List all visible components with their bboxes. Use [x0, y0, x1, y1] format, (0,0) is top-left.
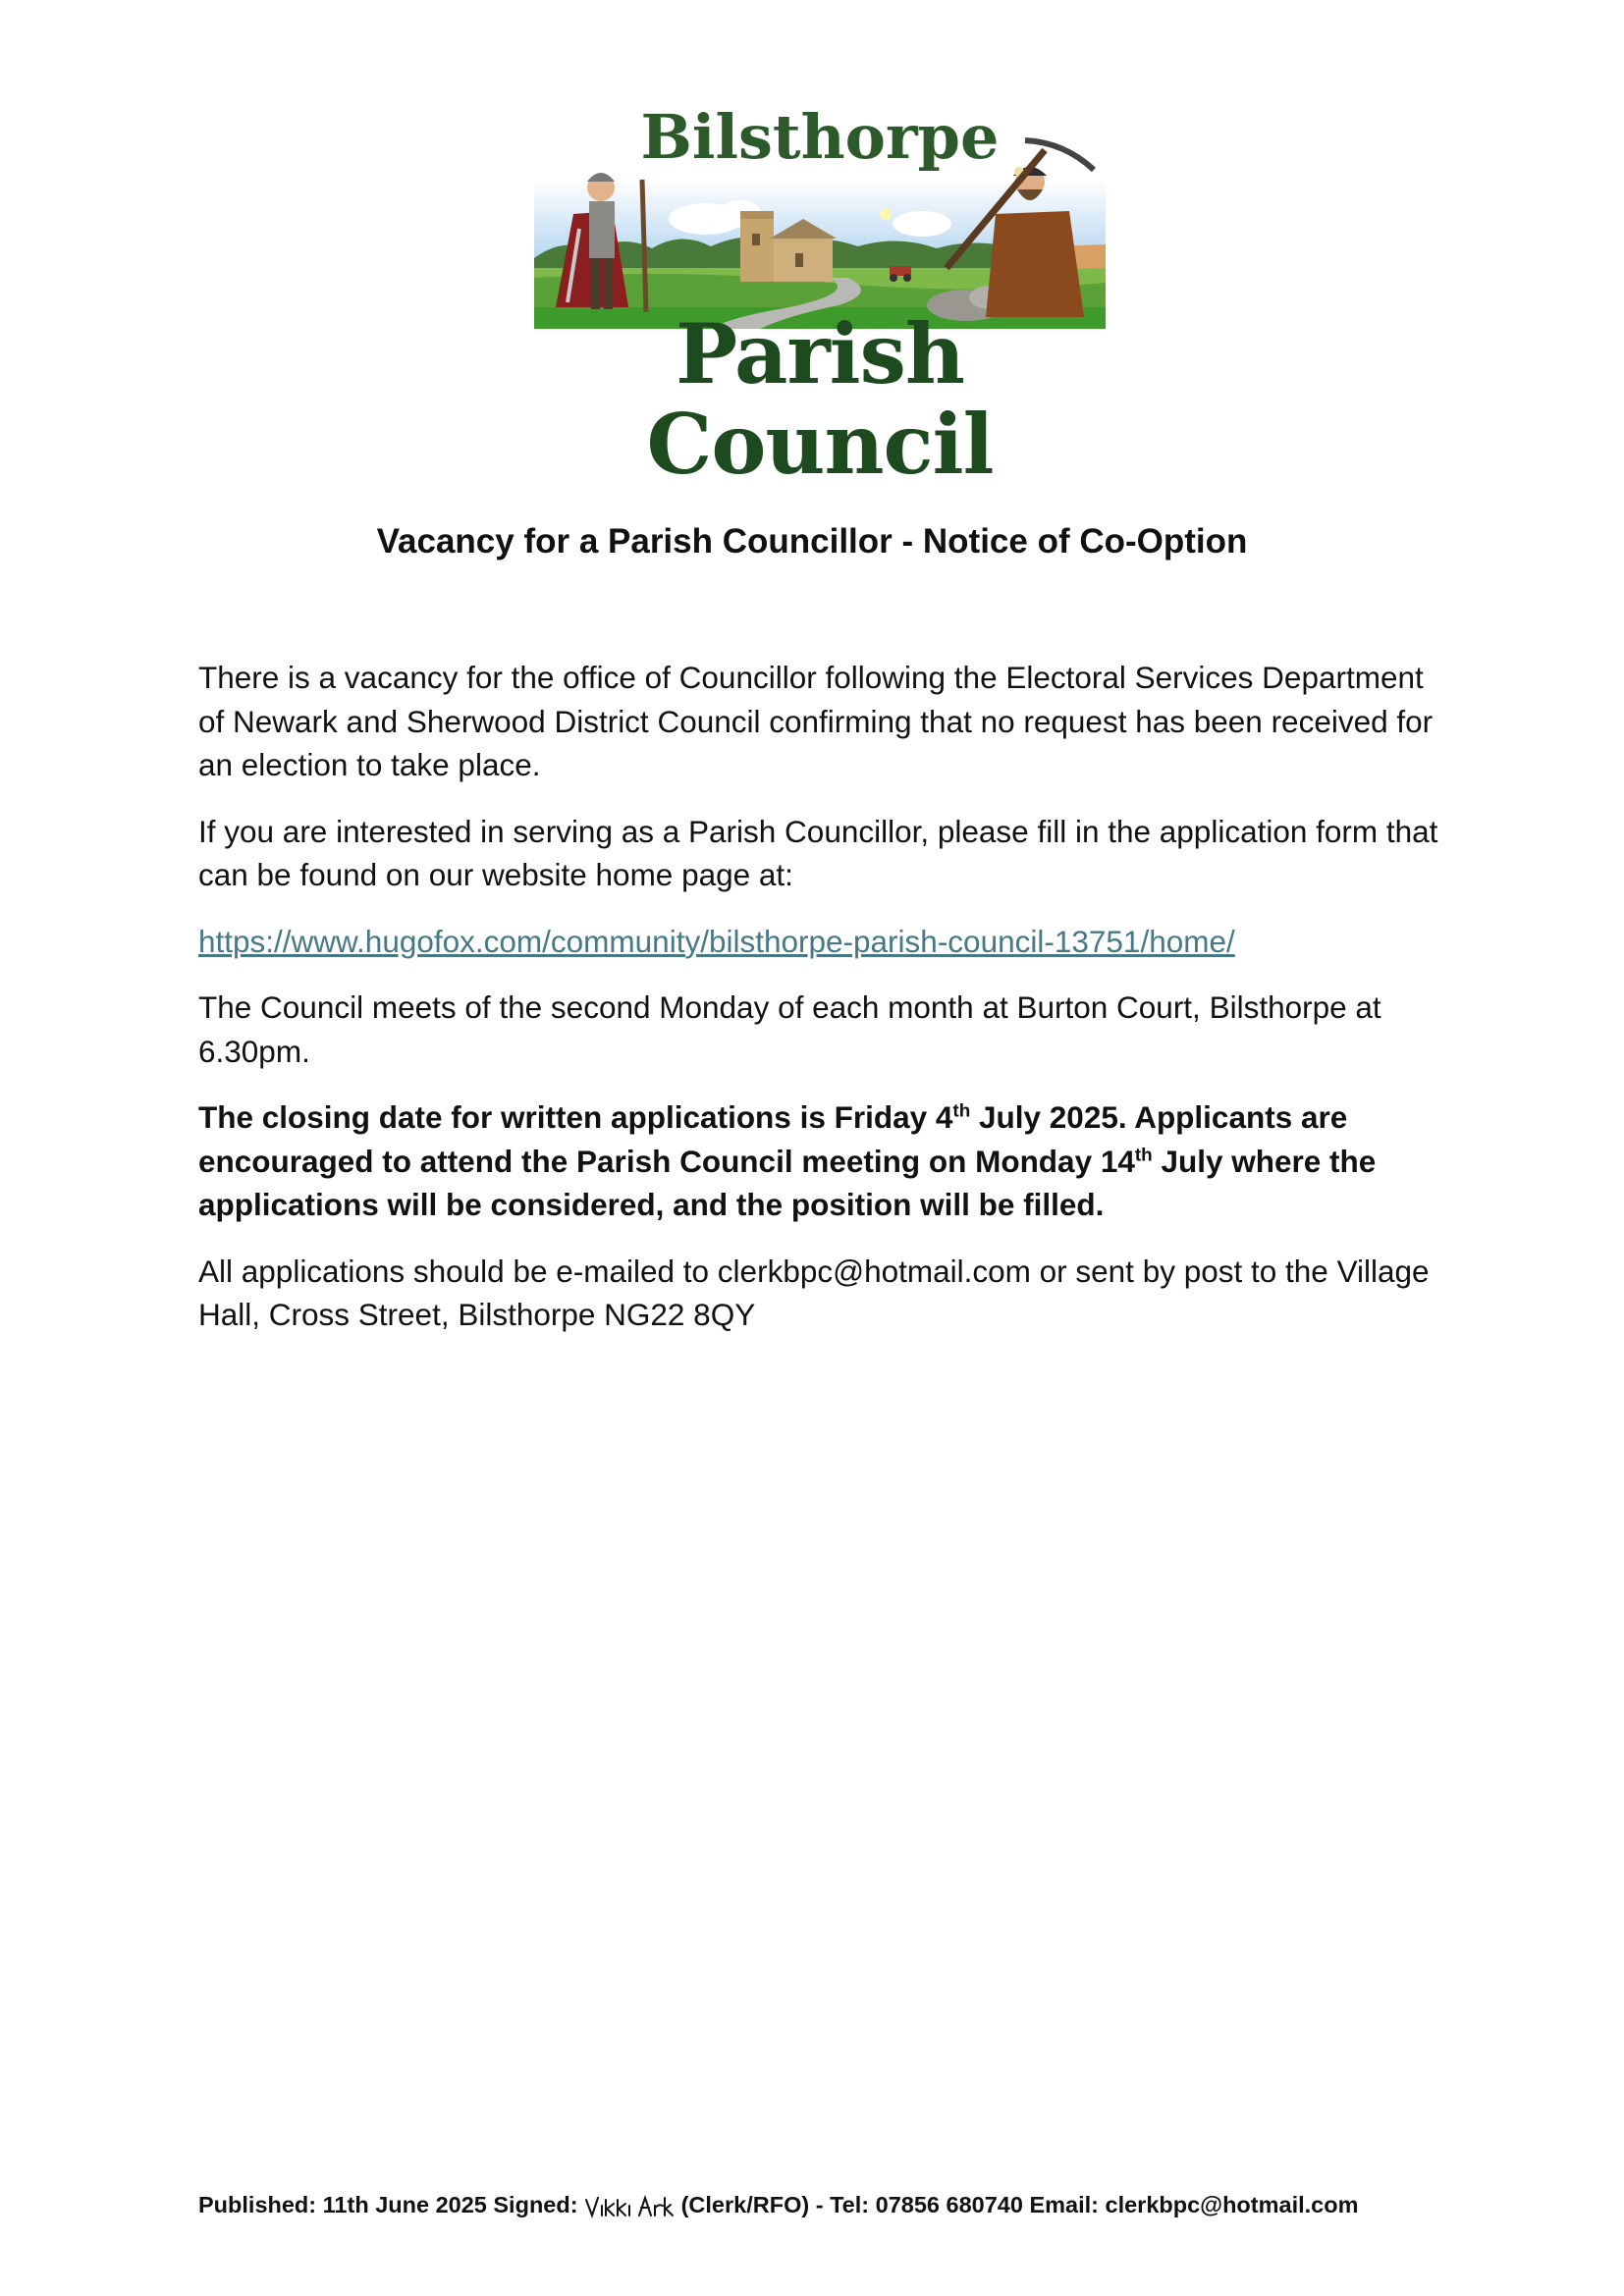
logo-title-parish-council: Parish Council	[646, 305, 994, 493]
closing-date-text-2: July 2025. Applicants are encouraged to attend the Parish Council meeting on Monday 14	[198, 1099, 1348, 1179]
page-title: Vacancy for a Parish Councillor - Notice of Co-Option	[376, 522, 1248, 561]
website-link[interactable]: https://www.hugofox.com/community/bilsthorpe-parish-council-13751/home/	[198, 923, 1235, 959]
paragraph-contact: All applications should be e-mailed to clerkbpc@hotmail.com or sent by post to the Village Hall, Cross Street, Bilsthorpe NG22 8QY	[198, 1253, 1430, 1332]
footer	[198, 2189, 1475, 2221]
ordinal-suffix: th	[952, 1100, 971, 1122]
logo-title-bilsthorpe: Bilsthorpe	[640, 101, 1000, 173]
notice-body	[198, 656, 1445, 1360]
paragraph-application-form: If you are interested in serving as a Parish Councillor, please fill in the application form that can be found on our website home page at:	[198, 813, 1438, 892]
paragraph-closing-date	[198, 1095, 1445, 1227]
footer-published: Published: 11th June 2025 Signed:	[198, 2192, 578, 2217]
paragraph-meetings: The Council meets of the second Monday of each month at Burton Court, Bilsthorpe at 6.30pm.	[198, 989, 1381, 1069]
paragraph-vacancy: There is a vacancy for the office of Councillor following the Electoral Services Department of Newark and Sherwood District Council confirming that no request has been received for an election to take place.	[198, 660, 1434, 782]
parish-council-logo	[530, 101, 1110, 493]
ordinal-suffix: th	[1134, 1145, 1153, 1165]
paragraph-link	[198, 920, 1445, 964]
footer-contact: (Clerk/RFO) - Tel: 07856 680740 Email: clerkbpc@hotmail.com	[680, 2192, 1359, 2217]
handwritten-signature	[584, 2192, 675, 2221]
closing-date-text-1: The closing date for written applications is Friday 4	[198, 1099, 953, 1135]
closing-date-text-3: July where the applications will be considered, and the position will be filled.	[198, 1143, 1377, 1222]
